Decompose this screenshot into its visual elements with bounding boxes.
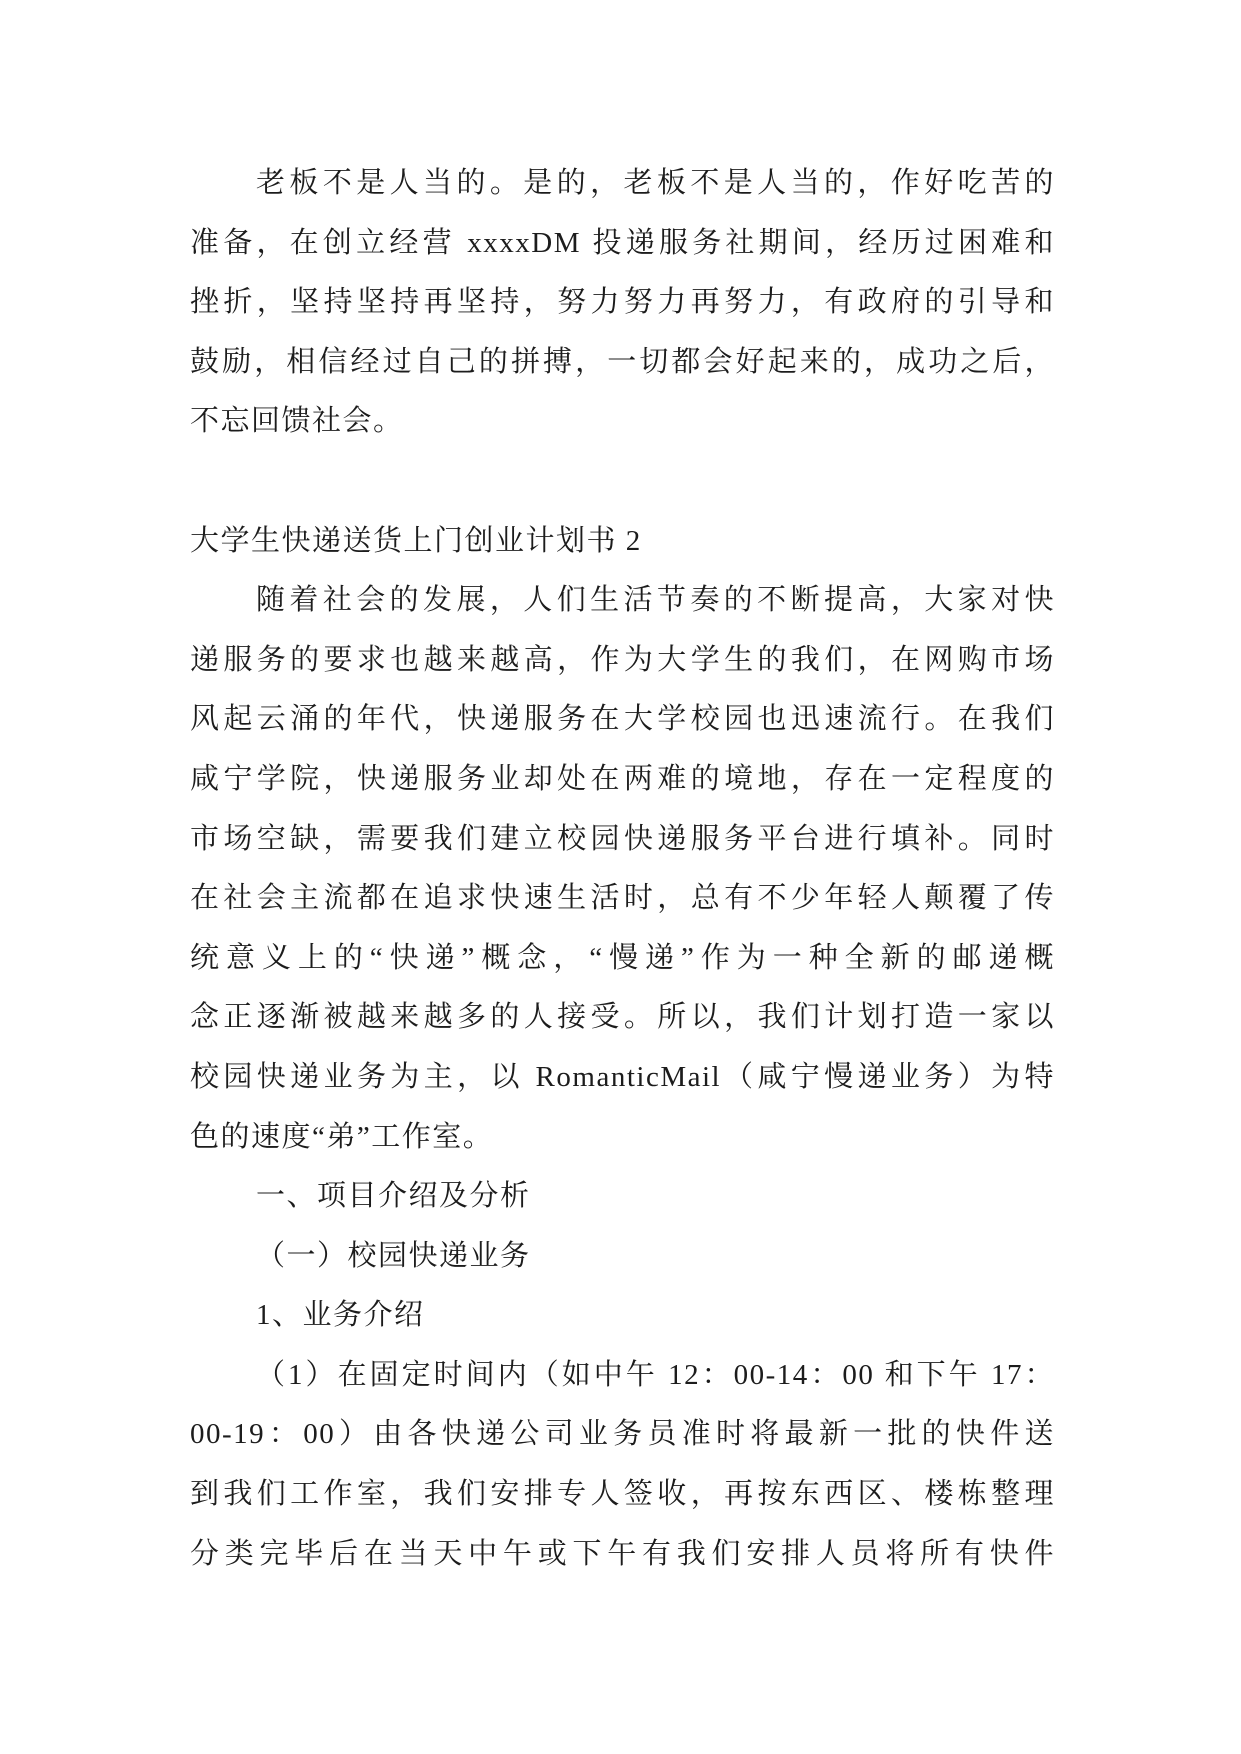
text-line: 老板不是人当的。是的，老板不是人当的，作好吃苦的	[256, 167, 1055, 199]
text-line: （1）在固定时间内（如中午 12：00-14：00 和下午 17：	[256, 1358, 1055, 1391]
paragraph	[190, 1346, 1055, 1584]
blank-line	[190, 452, 1055, 512]
paragraph	[190, 571, 1055, 1167]
text-line: 不忘回馈社会。	[190, 405, 404, 438]
text-line: 色的速度“弟”工作室。	[190, 1120, 494, 1153]
subsection-heading: （一）校园快递业务	[256, 1239, 531, 1272]
text-line: 统意义上的“快递”概念，“慢递”作为一种全新的邮递概	[190, 941, 1055, 974]
item-heading: 1、业务介绍	[256, 1299, 425, 1332]
paragraph	[190, 154, 1055, 452]
text-line: 咸宁学院，快递服务业却处在两难的境地，存在一定程度的	[190, 762, 1055, 795]
section-heading: 一、项目介绍及分析	[256, 1180, 531, 1213]
text-line: 风起云涌的年代，快递服务在大学校园也迅速流行。在我们	[190, 703, 1055, 736]
text-line: 随着社会的发展，人们生活节奏的不断提高，大家对快	[256, 584, 1055, 617]
text-line: 00-19：00）由各快递公司业务员准时将最新一批的快件送	[190, 1418, 1055, 1451]
text-line: 市场空缺，需要我们建立校园快递服务平台进行填补。同时	[190, 822, 1055, 855]
text-line: 准备，在创立经营 xxxxDM 投递服务社期间，经历过困难和	[190, 226, 1055, 259]
text-line: 鼓励，相信经过自己的拼搏，一切都会好起来的，成功之后，	[190, 345, 1055, 378]
text-line: 到我们工作室，我们安排专人签收，再按东西区、楼栋整理	[190, 1478, 1055, 1511]
text-line: 挫折，坚持坚持再坚持，努力努力再努力，有政府的引导和	[190, 286, 1055, 319]
text-line: 在社会主流都在追求快速生活时，总有不少年轻人颠覆了传	[190, 882, 1055, 915]
section-title: 大学生快递送货上门创业计划书 2	[190, 524, 642, 557]
text-line: 校园快递业务为主，以 RomanticMail（咸宁慢递业务）为特	[190, 1060, 1055, 1093]
text-line: 递服务的要求也越来越高，作为大学生的我们，在网购市场	[190, 643, 1055, 676]
document-body	[190, 154, 1055, 1584]
text-line: 分类完毕后在当天中午或下午有我们安排人员将所有快件	[190, 1537, 1055, 1570]
text-line: 念正逐渐被越来越多的人接受。所以，我们计划打造一家以	[190, 1001, 1055, 1034]
